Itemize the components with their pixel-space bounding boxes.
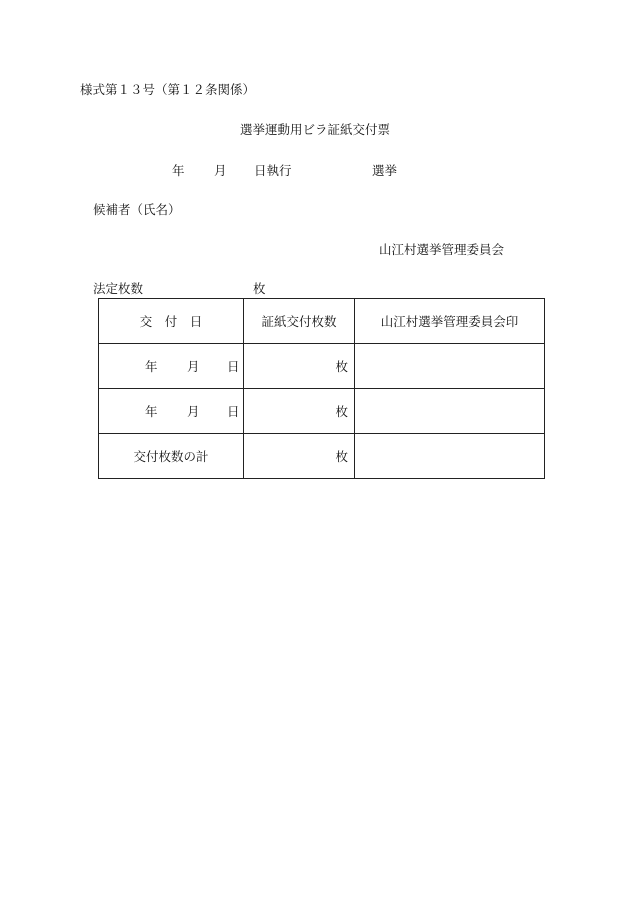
legal-count-label: 法定枚数 (93, 281, 144, 296)
date-month: 月 (187, 404, 200, 419)
issue-date-cell (99, 389, 244, 434)
table-row (99, 344, 545, 389)
stamp-issuance-table (98, 298, 545, 479)
table-row (99, 389, 545, 434)
form-number: 様式第１３号（第１２条関係） (80, 82, 256, 97)
date-day: 日 (227, 359, 240, 374)
date-month: 月 (187, 359, 200, 374)
candidate-name-label: 候補者（氏名） (93, 202, 181, 217)
election-year-label: 年 (172, 163, 185, 178)
header-committee-seal: 山江村選挙管理委員会印 (355, 299, 545, 344)
election-label: 選挙 (372, 163, 398, 178)
date-year: 年 (145, 404, 158, 419)
legal-count-row (93, 279, 293, 297)
legal-count-unit: 枚 (253, 281, 266, 296)
issue-date-cell (99, 344, 244, 389)
total-count-cell: 枚 (244, 434, 355, 479)
table-header-row (99, 299, 545, 344)
election-day-enforce-label: 日執行 (254, 163, 292, 178)
stamp-count-cell: 枚 (244, 389, 355, 434)
header-issue-date: 交 付 日 (99, 299, 244, 344)
document-title: 選挙運動用ビラ証紙交付票 (239, 122, 390, 137)
seal-cell (355, 389, 545, 434)
election-month-label: 月 (214, 163, 227, 178)
date-year: 年 (145, 359, 158, 374)
date-day: 日 (227, 404, 240, 419)
table-total-row (99, 434, 545, 479)
total-seal-cell (355, 434, 545, 479)
stamp-count-cell: 枚 (244, 344, 355, 389)
seal-cell (355, 344, 545, 389)
committee-name: 山江村選挙管理委員会 (379, 242, 505, 257)
header-stamp-count: 証紙交付枚数 (244, 299, 355, 344)
total-label: 交付枚数の計 (99, 434, 244, 479)
